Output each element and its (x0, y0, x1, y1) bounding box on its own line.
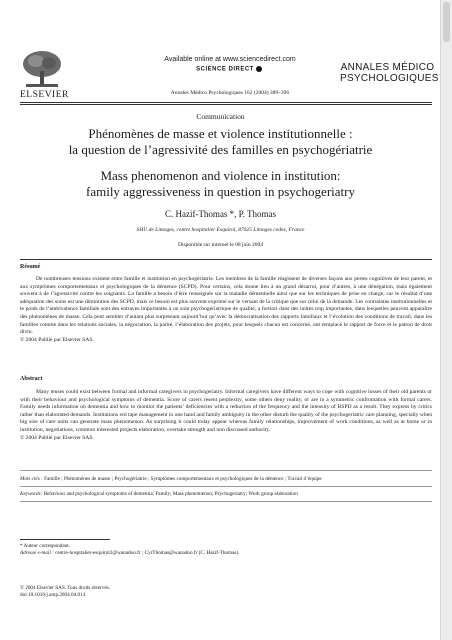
keywords-divider (20, 470, 432, 471)
keywords-bottom-divider (20, 501, 432, 502)
elsevier-tree-logo (20, 49, 64, 89)
resume-copyright: © 2004 Publié par Elsevier SAS. (20, 336, 94, 343)
journal-title (340, 62, 439, 84)
keywords-fr-value: Famille ; Phénomènes de masse ; Psychogériatrie ; Symptômes comportementaux et psychologiques de la démence ; Travail d’équipe (44, 476, 322, 482)
resume-heading: Résumé (20, 264, 41, 270)
scrollbar-thumb[interactable] (443, 2, 450, 42)
keywords-fr-label: Mots clés : (20, 476, 43, 482)
affiliation: SHU de Limoges, centre hospitalier Esquirol, 87025 Limoges cedex, France (136, 227, 305, 233)
available-online-text[interactable]: Available online at www.sciencedirect.com (164, 56, 296, 63)
title-fr-line-1: Phénomènes de masse et violence institutionnelle : (88, 126, 353, 141)
sciencedirect-logo-text: SCIENCE DIRECT (196, 66, 254, 73)
journal-reference: Annales Médico Psychologiques 162 (2004) 389–396 (170, 90, 290, 96)
abstract-text: Many tenses could exist between formal and informal caregivers in psychogeriatry. Informal caregivers have different ways to cope with cognitive losses of their old parents or with their behaviour and psychological symptoms of dementia. Score of carers resent perplexity, some others deny reality, or are in a symmetric confrontation with formal carers. Family needs information on dementia and how to monitor the patients’ deficiencies with a reduction of the frequency and the intensity of BSPD as a result. They express by critics rather than elaborated demands. Institutions red tape management in one hand and family ambiguity in the other disturb the quality of the psychogeriatric care planning, specially when big size of care units can generate mass phenomenon. As surprising it could today appear whereas family relationships, improvement of work conditions, as well as at home or in institution, negotiations, common interested projects elaboration, overtake strength and non discussed authority. (20, 389, 432, 433)
resume-body (20, 276, 432, 344)
sciencedirect-logo (170, 66, 290, 73)
page-footer (20, 585, 320, 600)
vertical-scrollbar[interactable] (440, 0, 452, 640)
keywords-en-value: Behaviour and psychological symptoms of dementia; Family; Mass phenomenon; Psychogeriatry; Work group elaboration (43, 491, 298, 497)
abstract-body (20, 389, 432, 442)
footer-doi[interactable]: doi:10.1016/j.amp.2004.04.014 (20, 592, 86, 599)
header-divider (20, 102, 432, 103)
footnote-divider (20, 539, 110, 540)
footnote (20, 543, 432, 558)
sciencedirect-dot-icon (256, 66, 262, 72)
title-en-line-1: Mass phenomenon and violence in institution: (100, 168, 341, 183)
journal-title-line-1: ANNALES MÉDICO (340, 62, 435, 73)
title-en-line-2: family aggressiveness in question in psychogeriatry (86, 184, 355, 199)
footnote-email (20, 550, 432, 557)
abstract-heading: Abstract (20, 376, 43, 382)
article-title-en (0, 168, 441, 200)
journal-title-line-2: PSYCHOLOGIQUES (340, 73, 439, 84)
online-date: Disponible sur internet le 08 juin 2004 (178, 242, 263, 248)
keywords-fr (20, 476, 432, 483)
header-divider-second (20, 104, 432, 105)
article-title-fr (0, 126, 441, 158)
footnote-email-value[interactable]: centre-hospitalier-esquirol2@wanadoo.fr ; CyrThomas@wanadoo.fr (C. Hazif-Thomas). (55, 550, 240, 557)
keywords-en-label: Keywords: (20, 491, 43, 497)
section-type: Communication (196, 112, 245, 121)
title-fr-line-2: la question de l’agressivité des familles en psychogériatrie (68, 142, 373, 157)
abstract-top-divider (20, 259, 432, 260)
footnote-corresponding: * Auteur correspondant. (20, 543, 70, 549)
authors: C. Hazif-Thomas *, P. Thomas (164, 209, 277, 219)
footnote-email-label: Adresse e-mail : (20, 550, 54, 557)
keywords-en (20, 491, 432, 498)
publisher-name: ELSEVIER (20, 90, 69, 100)
abstract-copyright: © 2004 Publié par Elsevier SAS. (20, 434, 94, 441)
resume-text: De nombreuses tensions existent entre famille et institution en psychogériatrie. Les membres de la famille réagissent de diverses façons aux pertes cognitives de leur parent, et aux symptômes comportementaux et psychologiques de la démence (SCPD). Pour certains, cela donne lieu à un grand désarroi, pour d’autres, à une dénégation, mais également souvent à de l’agressivité contre les soignants. La famille a besoin d’être renseignée sur la maladie démentielle ainsi que sur les techniques de prise en charge, car le résultat d’une adéquation des soins est une diminution des SCPD, mais ce besoin est plus souvent exprimé sur le versant de la critique que sur celui de la demande. Les contraintes institutionnelles et le poids de l’ambivalence familiale sont des entraves importantes à un soin psychogériatrique de qualité, a fortiori dans des unités trop importantes, dans lesquelles peuvent apparaître des phénomènes de masse. Cela peut sembler d’autant plus surprenant aujourd’hui qu’avec la démocratisation des rapports familiaux et l’évolution des conditions de travail, dans les familles comme dans les relations sociales, la négociation, la parité, l’élaboration des projets, pour lesquels chacun est concerné, ont remplacé le rapport de force et le patron de droit divin. (20, 276, 432, 336)
footer-copyright: © 2004 Elsevier SAS. Tous droits réservés. (20, 585, 110, 591)
keywords-mid-divider (20, 486, 432, 487)
